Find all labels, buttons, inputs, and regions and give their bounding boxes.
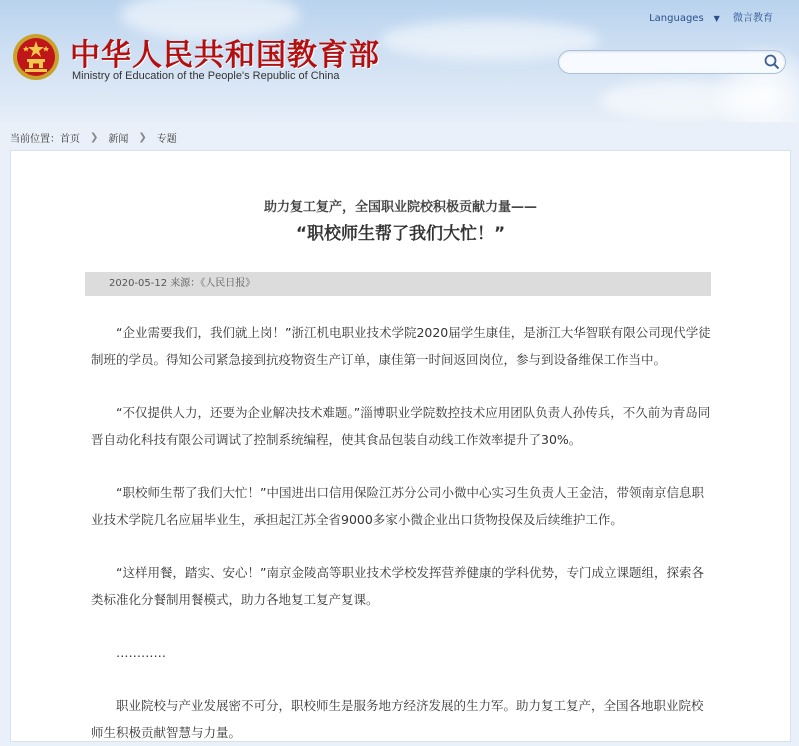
site-title-english: Ministry of Education of the People's Republic of China (72, 70, 340, 82)
breadcrumb-home[interactable]: 首页 (60, 134, 80, 145)
article-paragraph: “企业需要我们，我们就上岗！”浙江机电职业技术学院2020届学生康佳，是浙江大华智联有限公司现代学徒制班的学员。得知公司紧急接到抗疫物资生产订单，康佳第一时间返回岗位，参与到设备维保工作当中。 (91, 325, 711, 367)
breadcrumb-news[interactable]: 新闻 (108, 134, 129, 145)
article-panel (10, 150, 791, 742)
chevron-right-icon: ❯ (90, 132, 99, 143)
article-paragraph: “这样用餐，踏实、安心！”南京金陵高等职业技术学校发挥营养健康的学科优势，专门成立课题组，探索各类标准化分餐制用餐模式，助力各地复工复产复课。 (91, 565, 704, 607)
languages-label: Languages (649, 13, 704, 24)
article-paragraph: “不仅提供人力，还要为企业解决技术难题。”淄博职业学院数控技术应用团队负责人孙传兵，不久前为青岛同晋自动化科技有限公司调试了控制系统编程，使其食品包装自动线工作效率提升了30%。 (91, 405, 711, 447)
breadcrumb-label: 当前位置： (10, 134, 60, 145)
article-body (91, 319, 711, 746)
caret-down-icon: ▼ (713, 14, 720, 23)
languages-menu[interactable] (639, 13, 720, 24)
search-icon[interactable] (763, 53, 781, 71)
national-emblem-icon[interactable] (12, 33, 60, 81)
article-ellipsis: ………… (116, 645, 166, 660)
search-bar (558, 50, 786, 74)
search-input[interactable] (569, 52, 763, 74)
article-meta (85, 272, 711, 296)
breadcrumb-topic[interactable]: 专题 (156, 134, 177, 145)
chevron-right-icon: ❯ (138, 132, 147, 143)
site-title[interactable]: 中华人民共和国教育部 (70, 38, 380, 73)
weibo-link[interactable]: 微言教育 (733, 13, 773, 24)
article-paragraph: “职校师生帮了我们大忙！”中国进出口信用保险江苏分公司小微中心实习生负责人王金洁，带领南京信息职业技术学院几名应届毕业生，承担起江苏全省9000多家小微企业出口货物投保及后续维护工作。 (91, 485, 704, 527)
article-date-source: 2020-05-12 来源：《人民日报》 (109, 278, 256, 289)
article-paragraph: 职业院校与产业发展密不可分，职校师生是服务地方经济发展的生力军。助力复工复产，全国各地职业院校师生积极贡献智慧与力量。 (91, 698, 704, 740)
article-subtitle: 助力复工复产，全国职业院校积极贡献力量—— (263, 200, 537, 215)
site-header (0, 0, 799, 122)
article-title: “职校师生帮了我们大忙！” (295, 224, 506, 244)
breadcrumb (10, 130, 177, 145)
top-links (629, 9, 773, 24)
